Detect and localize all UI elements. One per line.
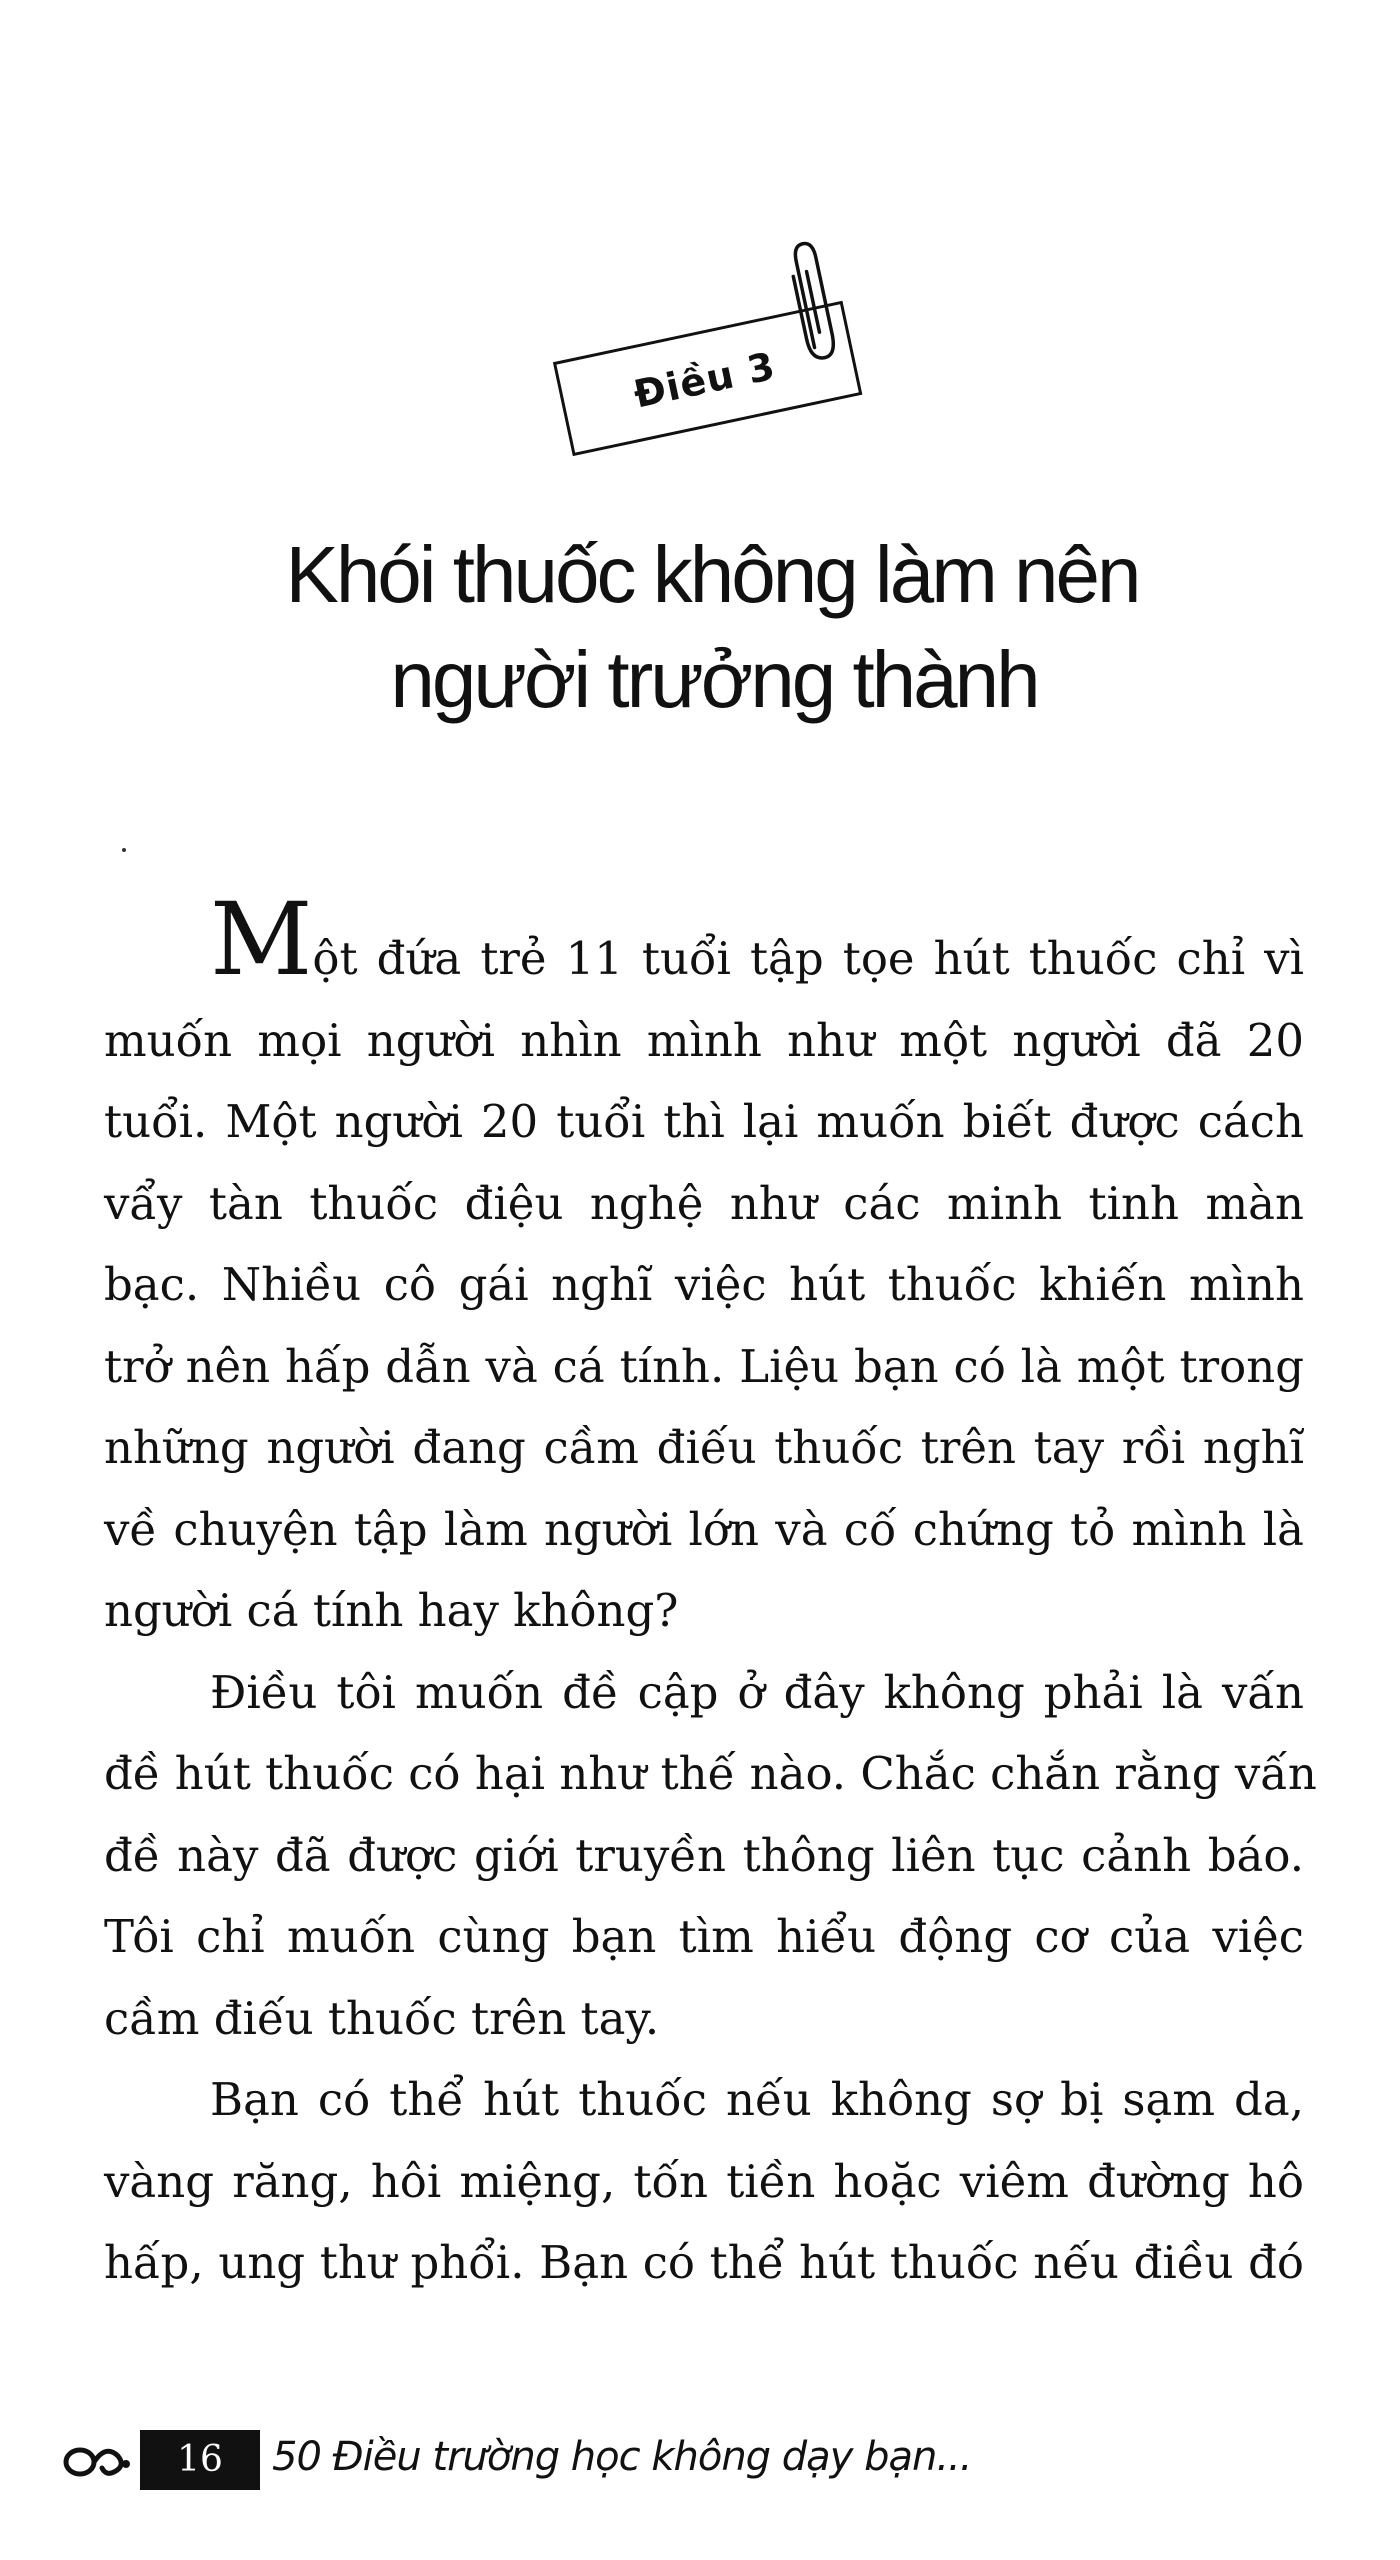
text-line: về chuyện tập làm người lớn và cố chứng tỏ mình là <box>104 1502 1304 1556</box>
text-line: bạc. Nhiều cô gái nghĩ việc hút thuốc khiến mình <box>104 1258 1304 1311</box>
chapter-tag-label: Điều 3 <box>629 343 780 417</box>
text-line: trở nên hấp dẫn và cá tính. Liệu bạn có là một trong <box>104 1339 1304 1393</box>
text-line: Một đứa trẻ 11 tuổi tập tọe hút thuốc chỉ vì <box>210 881 1304 998</box>
text-line: người cá tính hay không? <box>104 1584 679 1637</box>
text-line: tuổi. Một người 20 tuổi thì lại muốn biết được cách <box>104 1095 1304 1148</box>
paragraph-2 <box>104 1652 1317 2060</box>
text-line: muốn mọi người nhìn mình như một người đã 20 <box>104 1013 1304 1067</box>
page-footer <box>62 2430 1342 2490</box>
paragraph-3 <box>104 2059 1304 2304</box>
text-line: Tôi chỉ muốn cùng bạn tìm hiểu động cơ của việc <box>104 1910 1304 1963</box>
chapter-title-line-1: Khói thuốc không làm nên <box>285 530 1139 619</box>
chapter-title-line-2: người trưởng thành <box>390 635 1038 724</box>
text-line: đề hút thuốc có hại như thế nào. Chắc chắn rằng vấn <box>104 1747 1317 1800</box>
page-number: 16 <box>140 2430 260 2490</box>
text-line: cầm điếu thuốc trên tay. <box>104 1991 660 2045</box>
scribble-loop-icon <box>62 2440 132 2484</box>
chapter-tag <box>553 300 867 460</box>
speck <box>122 848 126 852</box>
text-line: hấp, ung thư phổi. Bạn có thể hút thuốc nếu điều đó <box>104 2236 1304 2289</box>
text-line: đề này đã được giới truyền thông liên tục cảnh báo. <box>104 1828 1304 1882</box>
text-line: vẩy tàn thuốc điệu nghệ như các minh tinh màn <box>104 1176 1304 1230</box>
paragraph-1 <box>104 881 1304 1652</box>
body-text <box>104 881 1317 2304</box>
text-line: vàng răng, hôi miệng, tốn tiền hoặc viêm đường hô <box>104 2154 1304 2208</box>
drop-cap: M <box>210 881 313 998</box>
running-book-title: 50 Điều trường học không dạy bạn... <box>272 2434 972 2480</box>
text-line: Bạn có thể hút thuốc nếu không sợ bị sạm da, <box>210 2073 1304 2126</box>
text-line: những người đang cầm điếu thuốc trên tay rồi nghĩ <box>104 1421 1304 1474</box>
text-line: Điều tôi muốn đề cập ở đây không phải là vấn <box>210 1665 1304 1719</box>
